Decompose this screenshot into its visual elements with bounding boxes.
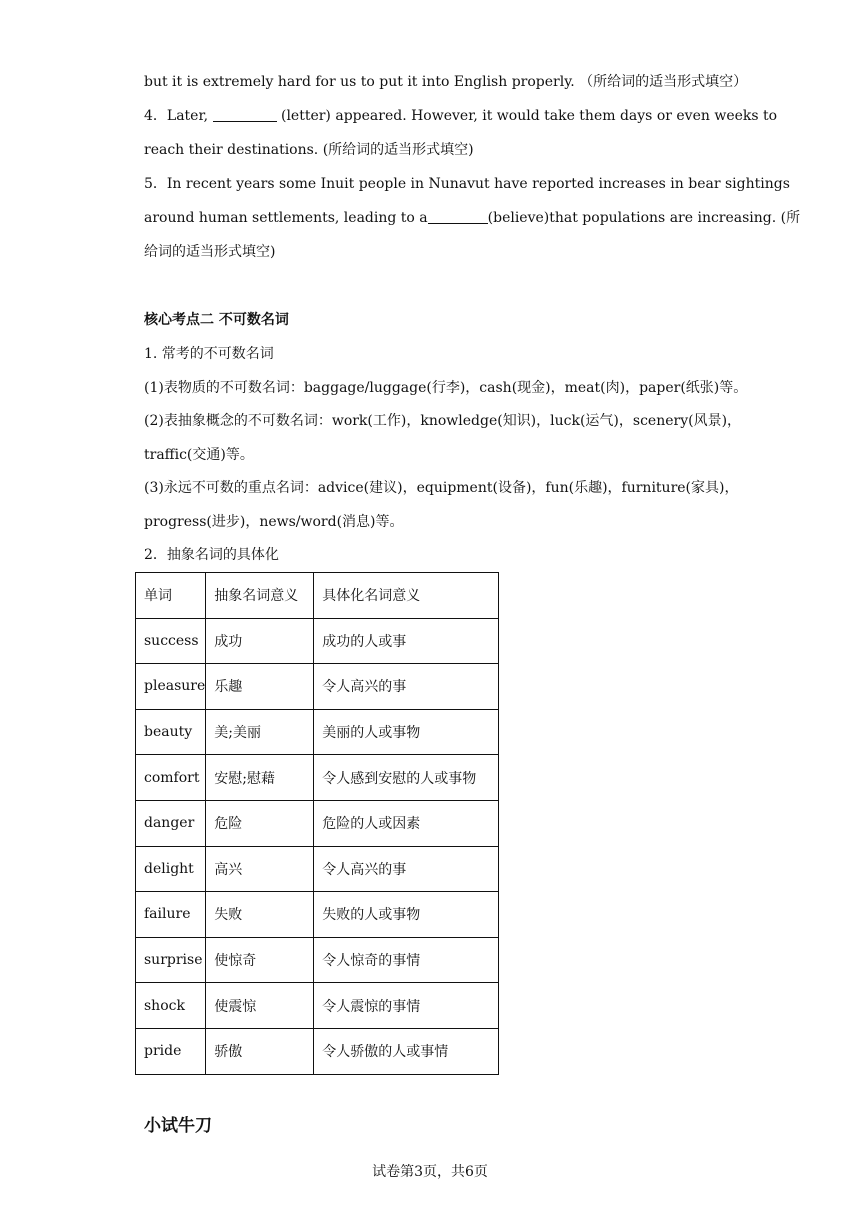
table-cell: comfort xyxy=(136,755,206,801)
practice-heading: 小试牛刀 xyxy=(144,1116,212,1136)
table-header-cell: 抽象名词意义 xyxy=(206,573,314,619)
page-footer: 试卷第3页，共6页 xyxy=(372,1164,488,1180)
table-row xyxy=(136,846,499,892)
table-cell: 骄傲 xyxy=(206,1028,314,1074)
table-cell: 危险 xyxy=(206,800,314,846)
table-header-cell: 单词 xyxy=(136,573,206,619)
table-cell: 失败的人或事物 xyxy=(314,892,499,938)
list-item-continued: progress(进步)，news/word(消息)等。 xyxy=(144,514,404,530)
question-5: 5．In recent years some Inuit people in Nunavut have reported increases in bear sightings xyxy=(144,176,790,192)
answer-blank xyxy=(428,209,488,224)
section-heading: 核心考点二 不可数名词 xyxy=(144,312,289,328)
table-row xyxy=(136,755,499,801)
list-item: (1)表物质的不可数名词：baggage/luggage(行李)，cash(现金)，meat(肉)，paper(纸张)等。 xyxy=(144,380,748,396)
table-cell: pleasure xyxy=(136,664,206,710)
table-row xyxy=(136,937,499,983)
table-row xyxy=(136,618,499,664)
question-5-prefix: around human settlements, leading to a xyxy=(144,210,428,226)
table-cell: pride xyxy=(136,1028,206,1074)
table-cell: 危险的人或因素 xyxy=(314,800,499,846)
answer-blank xyxy=(213,107,277,122)
table-cell: 高兴 xyxy=(206,846,314,892)
table-cell: 成功 xyxy=(206,618,314,664)
question-5-suffix: (believe)that populations are increasing. (所 xyxy=(487,210,801,226)
vocab-table xyxy=(135,572,499,1075)
question-4-suffix: (letter) appeared. However, it would take them days or even weeks to xyxy=(276,108,778,124)
table-cell: 乐趣 xyxy=(206,664,314,710)
table-cell: success xyxy=(136,618,206,664)
list-item: (2)表抽象概念的不可数名词：work(工作)，knowledge(知识)，luck(运气)，scenery(风景)， xyxy=(144,413,742,429)
table-cell: 令人骄傲的人或事情 xyxy=(314,1028,499,1074)
table-cell: 令人惊奇的事情 xyxy=(314,937,499,983)
table-cell: 使震惊 xyxy=(206,983,314,1029)
question-4 xyxy=(144,106,777,126)
table-row xyxy=(136,800,499,846)
table-cell: 令人高兴的事 xyxy=(314,664,499,710)
text-line: but it is extremely hard for us to put it into English properly. （所给词的适当形式填空） xyxy=(144,74,748,90)
table-cell: 成功的人或事 xyxy=(314,618,499,664)
table-cell: delight xyxy=(136,846,206,892)
text-line: 给词的适当形式填空) xyxy=(144,244,276,260)
table-cell: 令人震惊的事情 xyxy=(314,983,499,1029)
table-cell: surprise xyxy=(136,937,206,983)
table-row xyxy=(136,1028,499,1074)
subheading: 1. 常考的不可数名词 xyxy=(144,346,274,362)
table-cell: shock xyxy=(136,983,206,1029)
table-cell: 令人感到安慰的人或事物 xyxy=(314,755,499,801)
subheading: 2．抽象名词的具体化 xyxy=(144,547,279,563)
table-header-cell: 具体化名词意义 xyxy=(314,573,499,619)
table-row xyxy=(136,709,499,755)
table-cell: 美;美丽 xyxy=(206,709,314,755)
table-row xyxy=(136,892,499,938)
table-cell: beauty xyxy=(136,709,206,755)
table-cell: 失败 xyxy=(206,892,314,938)
table-cell: 使惊奇 xyxy=(206,937,314,983)
list-item-continued: traffic(交通)等。 xyxy=(144,447,254,463)
table-row xyxy=(136,983,499,1029)
table-cell: danger xyxy=(136,800,206,846)
table-cell: 安慰;慰藉 xyxy=(206,755,314,801)
question-4-prefix: 4．Later, xyxy=(144,108,213,124)
list-item: (3)永远不可数的重点名词：advice(建议)，equipment(设备)，fun(乐趣)，furniture(家具)， xyxy=(144,480,739,496)
table-row xyxy=(136,664,499,710)
text-line: reach their destinations. (所给词的适当形式填空) xyxy=(144,142,474,158)
table-cell: 令人高兴的事 xyxy=(314,846,499,892)
table-cell: 美丽的人或事物 xyxy=(314,709,499,755)
table-header-row xyxy=(136,573,499,619)
table-cell: failure xyxy=(136,892,206,938)
question-5-line2 xyxy=(144,208,800,228)
